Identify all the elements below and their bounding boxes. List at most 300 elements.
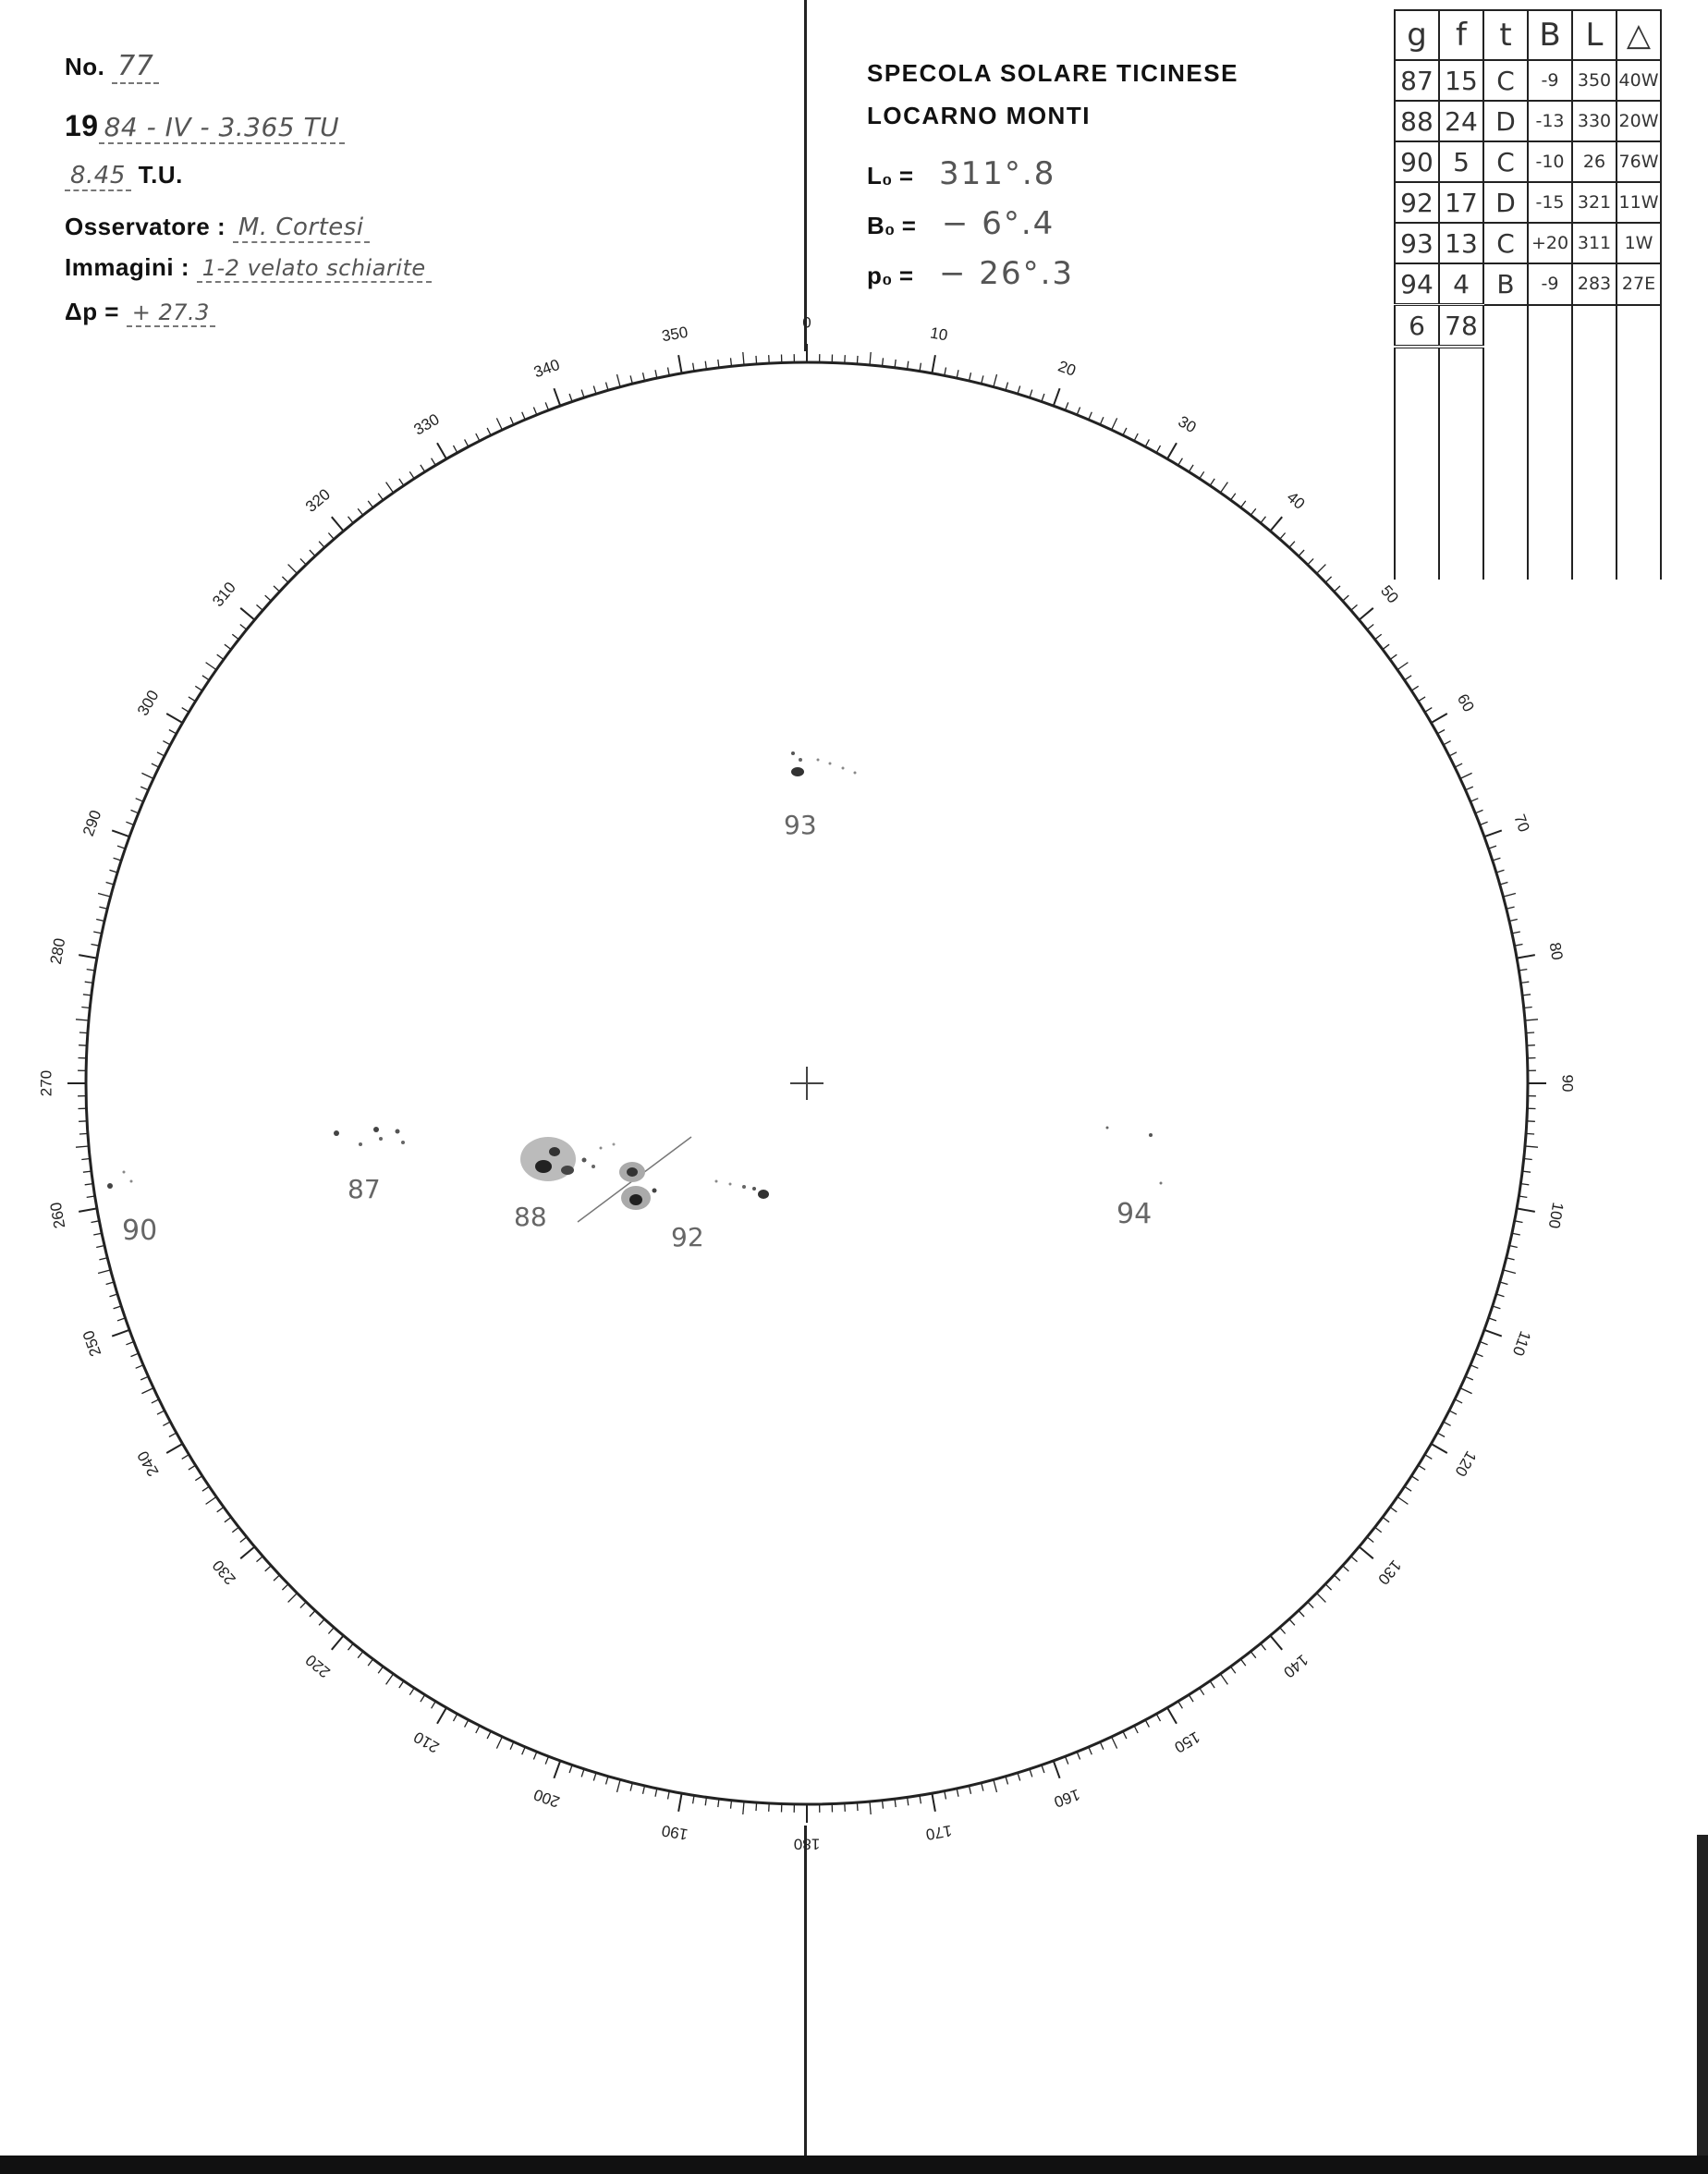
angle-tick — [533, 408, 536, 415]
angle-tick — [1289, 542, 1295, 548]
angle-tick — [136, 1365, 143, 1369]
angle-tick — [617, 1779, 621, 1792]
angle-tick — [1515, 1221, 1523, 1223]
angle-tick — [1145, 439, 1149, 446]
cell-B: -9 — [1528, 263, 1572, 305]
angle-tick — [1503, 1270, 1516, 1274]
angle-tick — [240, 1546, 254, 1558]
angle-tick — [368, 1659, 372, 1666]
angle-tick — [1509, 920, 1518, 922]
angle-tick — [1455, 763, 1462, 767]
cell-delta: 76W — [1616, 141, 1661, 182]
angle-tick — [378, 494, 383, 500]
angle-tick — [163, 741, 170, 745]
number-label: No. — [65, 53, 105, 80]
angle-tick — [1299, 550, 1304, 556]
angle-tick — [1526, 1032, 1534, 1033]
cell-t: B — [1483, 263, 1528, 305]
param-L0-label: L₀ = — [867, 162, 914, 189]
angle-tick — [1500, 1282, 1508, 1285]
angle-tick — [1515, 945, 1523, 947]
angle-tick-label: 110 — [1508, 1328, 1534, 1359]
observer-label: Osservatore : — [65, 213, 226, 240]
angle-tick — [240, 1537, 247, 1543]
angle-tick — [1030, 1769, 1032, 1777]
angle-tick — [1526, 1133, 1534, 1134]
sunspot — [629, 1194, 642, 1205]
angle-tick — [1390, 654, 1397, 659]
angle-tick — [1383, 1517, 1389, 1521]
angle-tick — [1519, 1196, 1527, 1197]
angle-tick — [1503, 894, 1516, 898]
sunspot — [561, 1166, 574, 1175]
angle-tick-label: 30 — [1175, 412, 1200, 437]
angle-tick — [163, 1422, 170, 1425]
angle-tick — [994, 374, 997, 387]
col-delta: △ — [1616, 10, 1661, 60]
sunspot — [1149, 1133, 1153, 1137]
angle-tick — [225, 644, 231, 649]
sunspot — [549, 1147, 560, 1156]
angle-tick — [678, 355, 682, 373]
angle-tick-label: 350 — [660, 323, 689, 346]
angle-tick — [232, 1527, 238, 1533]
angle-tick — [202, 1486, 210, 1491]
angle-tick — [1432, 1444, 1447, 1453]
angle-tick — [1220, 482, 1227, 494]
angle-tick — [554, 1761, 560, 1778]
angle-tick — [845, 355, 846, 363]
angle-tick-label: 200 — [531, 1785, 563, 1812]
angle-tick — [332, 517, 344, 531]
angle-tick — [92, 945, 100, 947]
angle-tick — [1449, 752, 1457, 756]
angle-tick — [1397, 663, 1409, 670]
angle-tick — [240, 625, 247, 630]
angle-tick — [1493, 858, 1501, 861]
angle-tick — [496, 1737, 502, 1749]
sunspot — [842, 767, 845, 770]
angle-tick-label: 260 — [46, 1201, 69, 1230]
cell-delta: 20W — [1616, 101, 1661, 141]
angle-tick — [421, 465, 425, 472]
angle-tick — [96, 920, 104, 922]
angle-tick — [510, 1742, 514, 1750]
cell-g: 92 — [1395, 182, 1439, 223]
angle-tick — [87, 970, 95, 971]
angle-tick — [1317, 1594, 1326, 1603]
angle-tick — [655, 370, 657, 378]
angle-tick — [1054, 388, 1060, 406]
angle-tick — [1210, 1681, 1214, 1689]
angle-tick — [1527, 1045, 1535, 1046]
angle-tick — [569, 394, 572, 402]
cell-t: C — [1483, 60, 1528, 101]
angle-tick — [348, 1643, 354, 1650]
angle-tick — [1343, 1566, 1349, 1571]
angle-tick — [606, 1777, 609, 1785]
angle-tick-label: 130 — [1374, 1557, 1405, 1589]
angle-tick — [300, 1602, 306, 1608]
angle-tick — [496, 418, 502, 430]
angle-tick — [1261, 517, 1266, 523]
sunspot — [742, 1185, 746, 1189]
angle-tick — [1460, 1388, 1472, 1394]
group-label-90: 90 — [122, 1215, 158, 1247]
angle-tick — [1397, 1496, 1409, 1504]
angle-tick — [169, 1433, 177, 1436]
angle-tick — [182, 708, 189, 713]
sunspot — [729, 1183, 732, 1186]
angle-tick — [386, 1674, 394, 1685]
angle-tick-label: 120 — [1451, 1447, 1481, 1480]
cell-f: 17 — [1439, 182, 1483, 223]
angle-tick — [668, 1791, 670, 1800]
cell-B: -13 — [1528, 101, 1572, 141]
angle-tick — [569, 1765, 572, 1774]
angle-tick — [1220, 1674, 1227, 1685]
angle-tick — [152, 1399, 159, 1403]
angle-tick — [282, 577, 288, 582]
angle-tick — [1343, 595, 1349, 601]
total-spots: 78 — [1439, 305, 1483, 348]
angle-tick-label: 10 — [928, 324, 949, 345]
angle-tick — [106, 883, 115, 885]
angle-tick — [117, 1318, 126, 1321]
col-f: f — [1439, 10, 1483, 60]
angle-tick — [110, 1294, 118, 1297]
cell-delta: 40W — [1616, 60, 1661, 101]
angle-tick — [1066, 1756, 1068, 1764]
cell-t: C — [1483, 141, 1528, 182]
angle-tick — [432, 1702, 436, 1709]
angle-tick — [1419, 697, 1426, 702]
angle-tick — [1480, 822, 1487, 824]
angle-tick — [1156, 446, 1160, 453]
angle-tick-label: 280 — [46, 936, 69, 966]
angle-tick — [1480, 1342, 1487, 1345]
angle-tick — [970, 373, 971, 381]
sunspot — [829, 763, 832, 765]
angle-tick — [202, 676, 210, 680]
angle-tick — [319, 542, 324, 548]
cell-L: 330 — [1572, 101, 1616, 141]
angle-tick — [1512, 932, 1520, 934]
cell-g: 87 — [1395, 60, 1439, 101]
images-label: Immagini : — [65, 253, 190, 281]
angle-tick — [668, 368, 670, 376]
angle-tick — [1525, 1146, 1538, 1147]
cell-delta: 1W — [1616, 223, 1661, 263]
angle-tick — [1517, 1208, 1535, 1212]
angle-tick — [630, 375, 632, 384]
angle-tick — [545, 402, 548, 409]
angle-tick-label: 60 — [1453, 690, 1478, 715]
cell-delta: 27E — [1616, 263, 1661, 305]
angle-tick — [1325, 577, 1332, 582]
angle-tick — [1470, 1365, 1478, 1369]
sunspot — [123, 1171, 126, 1174]
angle-tick-label: 170 — [924, 1821, 954, 1844]
angle-tick — [1455, 1399, 1462, 1403]
angle-tick-label: 330 — [410, 409, 443, 439]
sunspot — [791, 751, 795, 755]
angle-tick — [476, 1726, 480, 1733]
angle-tick — [1367, 625, 1373, 630]
sunspot — [817, 759, 820, 762]
angle-tick — [693, 363, 694, 372]
angle-tick — [1444, 741, 1451, 745]
angle-tick — [510, 417, 514, 424]
angle-tick — [1517, 955, 1535, 959]
angle-tick — [140, 787, 148, 790]
cell-B: -10 — [1528, 141, 1572, 182]
angle-tick — [1509, 1246, 1518, 1248]
sunspot — [1106, 1127, 1109, 1130]
angle-tick — [378, 1667, 383, 1673]
cell-f: 4 — [1439, 263, 1483, 305]
angle-tick — [769, 1803, 770, 1812]
angle-tick — [522, 412, 526, 420]
angle-tick — [274, 1575, 280, 1581]
sunspot — [373, 1127, 379, 1132]
angle-tick — [1466, 1376, 1473, 1380]
angle-tick — [1493, 1306, 1501, 1309]
sunspot — [854, 772, 857, 775]
angle-tick — [319, 1619, 324, 1626]
angle-tick — [288, 1594, 298, 1603]
cell-f: 15 — [1439, 60, 1483, 101]
angle-tick — [206, 663, 217, 670]
angle-tick — [643, 1786, 645, 1794]
scan-border-bottom — [0, 2156, 1708, 2174]
observatory-line-2: LOCARNO MONTI — [867, 102, 1091, 129]
sunspot — [401, 1141, 405, 1144]
angle-tick — [1360, 1546, 1373, 1558]
angle-tick — [581, 390, 584, 398]
spot-group-93 — [791, 751, 857, 776]
total-groups: 6 — [1395, 305, 1439, 348]
angle-tick — [182, 1455, 189, 1460]
angle-tick-label: 300 — [133, 687, 163, 719]
angle-tick — [300, 558, 306, 565]
sunspot — [752, 1187, 756, 1191]
angle-tick — [96, 1246, 104, 1248]
sunspot — [592, 1165, 595, 1168]
sunspot — [627, 1167, 638, 1177]
angle-tick — [487, 1731, 491, 1739]
angle-tick — [368, 501, 372, 507]
group-label-87: 87 — [348, 1174, 381, 1204]
angle-tick — [195, 686, 202, 690]
angle-tick — [870, 352, 871, 365]
sunspot — [715, 1180, 718, 1183]
angle-tick — [920, 363, 921, 372]
angle-tick — [1484, 830, 1502, 837]
angle-tick-label: 340 — [531, 355, 563, 382]
cell-g: 90 — [1395, 141, 1439, 182]
cell-B: -9 — [1528, 60, 1572, 101]
angle-tick — [1500, 883, 1508, 885]
angle-tick-label: 0 — [802, 313, 811, 332]
angle-tick-label: 70 — [1510, 812, 1533, 835]
angle-tick — [454, 446, 458, 453]
delta-p-label: Δp = — [65, 298, 119, 325]
angle-tick — [421, 1695, 425, 1703]
angle-tick — [310, 1611, 315, 1618]
sunspot — [107, 1183, 113, 1189]
angle-tick — [332, 1636, 344, 1650]
angle-tick — [845, 1803, 846, 1812]
angle-tick — [1507, 1258, 1515, 1260]
angle-tick-label: 90 — [1558, 1074, 1577, 1093]
angle-tick — [857, 356, 858, 364]
angle-tick — [932, 355, 935, 373]
angle-tick — [1006, 383, 1008, 391]
sunspot — [359, 1142, 362, 1146]
angle-tick — [1112, 418, 1117, 430]
sunspot — [130, 1180, 133, 1183]
angle-tick — [1123, 428, 1127, 435]
angle-tick — [1280, 1628, 1286, 1634]
col-B: B — [1528, 10, 1572, 60]
angle-tick — [1167, 443, 1177, 458]
angle-tick — [870, 1801, 871, 1814]
sunspot — [613, 1143, 616, 1146]
angle-tick — [189, 697, 196, 702]
angle-tick — [126, 1342, 133, 1345]
angle-tick — [743, 352, 744, 365]
angle-tick — [399, 1681, 404, 1689]
angle-tick-label: 50 — [1377, 581, 1402, 607]
angle-tick — [465, 439, 469, 446]
angle-tick — [1519, 970, 1527, 971]
angle-tick-label: 230 — [209, 1557, 239, 1589]
angle-tick — [217, 1508, 224, 1512]
angle-tick-label: 80 — [1545, 941, 1567, 962]
angle-tick — [1411, 1476, 1419, 1481]
time-value: 8.45 — [65, 162, 131, 191]
angle-tick — [399, 479, 404, 486]
angle-tick — [93, 1233, 102, 1235]
angle-tick — [1200, 471, 1204, 479]
observatory-line-1: SPECOLA SOLARE TICINESE — [867, 59, 1238, 87]
angle-tick-label: 240 — [133, 1447, 163, 1480]
angle-tick — [1178, 458, 1183, 466]
angle-tick — [288, 565, 298, 574]
angle-tick — [1210, 479, 1214, 486]
angle-tick — [465, 1720, 469, 1728]
angle-tick — [141, 1388, 153, 1394]
angle-tick — [1449, 1411, 1457, 1414]
angle-tick — [1411, 686, 1419, 690]
angle-tick — [93, 932, 102, 934]
angle-tick — [1475, 810, 1482, 812]
angle-tick — [114, 1306, 122, 1309]
angle-tick — [1460, 773, 1472, 778]
scan-border-right — [1697, 1835, 1708, 2156]
angle-tick — [655, 1789, 657, 1797]
cell-delta: 11W — [1616, 182, 1661, 223]
angle-tick — [1437, 1433, 1445, 1436]
sunspot — [1160, 1182, 1163, 1185]
angle-tick — [79, 1045, 87, 1046]
angle-tick — [1240, 1659, 1245, 1666]
spot-group-87 — [334, 1127, 405, 1146]
cell-g: 93 — [1395, 223, 1439, 263]
angle-tick — [152, 763, 159, 767]
col-L: L — [1572, 10, 1616, 60]
angle-tick — [857, 1802, 858, 1811]
angle-tick — [409, 1688, 414, 1695]
angle-tick — [358, 1652, 363, 1658]
angle-tick — [310, 550, 315, 556]
angle-tick — [1405, 676, 1412, 680]
angle-tick — [348, 517, 354, 523]
cell-t: D — [1483, 101, 1528, 141]
angle-tick — [581, 1769, 584, 1777]
angle-tick — [1405, 1486, 1412, 1491]
angle-tick — [1112, 1737, 1117, 1749]
angle-tick — [131, 1353, 139, 1356]
angle-tick — [79, 955, 97, 959]
angle-tick — [1018, 1773, 1020, 1781]
angle-tick — [1240, 501, 1245, 507]
angle-tick — [1351, 1557, 1358, 1562]
observer-value: M. Cortesi — [233, 214, 370, 243]
angle-tick — [1189, 465, 1193, 472]
angle-tick — [920, 1795, 921, 1803]
angle-tick — [982, 375, 983, 384]
angle-tick — [554, 388, 560, 406]
angle-tick — [1042, 394, 1044, 402]
angle-tick — [1470, 799, 1478, 802]
angle-tick — [1066, 402, 1068, 409]
sunspot — [379, 1137, 383, 1141]
angle-tick — [126, 822, 133, 824]
angle-tick — [98, 1270, 111, 1274]
angle-tick — [99, 907, 107, 909]
angle-tick-label: 140 — [1280, 1651, 1312, 1681]
cell-t: D — [1483, 182, 1528, 223]
spot-group-90 — [107, 1171, 133, 1190]
angle-tick — [1496, 1294, 1505, 1297]
angle-tick — [522, 1747, 526, 1754]
angle-tick — [140, 1376, 148, 1380]
angle-tick — [487, 428, 491, 435]
angle-tick — [1178, 1702, 1183, 1709]
angle-tick — [99, 1258, 107, 1260]
sunspot — [535, 1160, 552, 1173]
time-label: T.U. — [138, 161, 183, 189]
angle-tick — [1425, 1455, 1433, 1460]
angle-tick — [1484, 1330, 1502, 1337]
angle-tick — [1308, 1602, 1313, 1608]
angle-tick — [1335, 586, 1341, 592]
angle-tick — [1042, 1765, 1044, 1774]
sunspot — [799, 758, 802, 762]
angle-tick — [1527, 1121, 1535, 1122]
angle-tick — [358, 508, 363, 515]
param-B0-label: B₀ = — [867, 212, 916, 239]
col-t: t — [1483, 10, 1528, 60]
angle-tick-label: 210 — [410, 1728, 443, 1757]
sunspot — [653, 1189, 657, 1193]
angle-tick — [189, 1465, 196, 1470]
angle-tick — [257, 605, 263, 610]
angle-tick — [1496, 870, 1505, 873]
angle-tick — [1200, 1688, 1204, 1695]
